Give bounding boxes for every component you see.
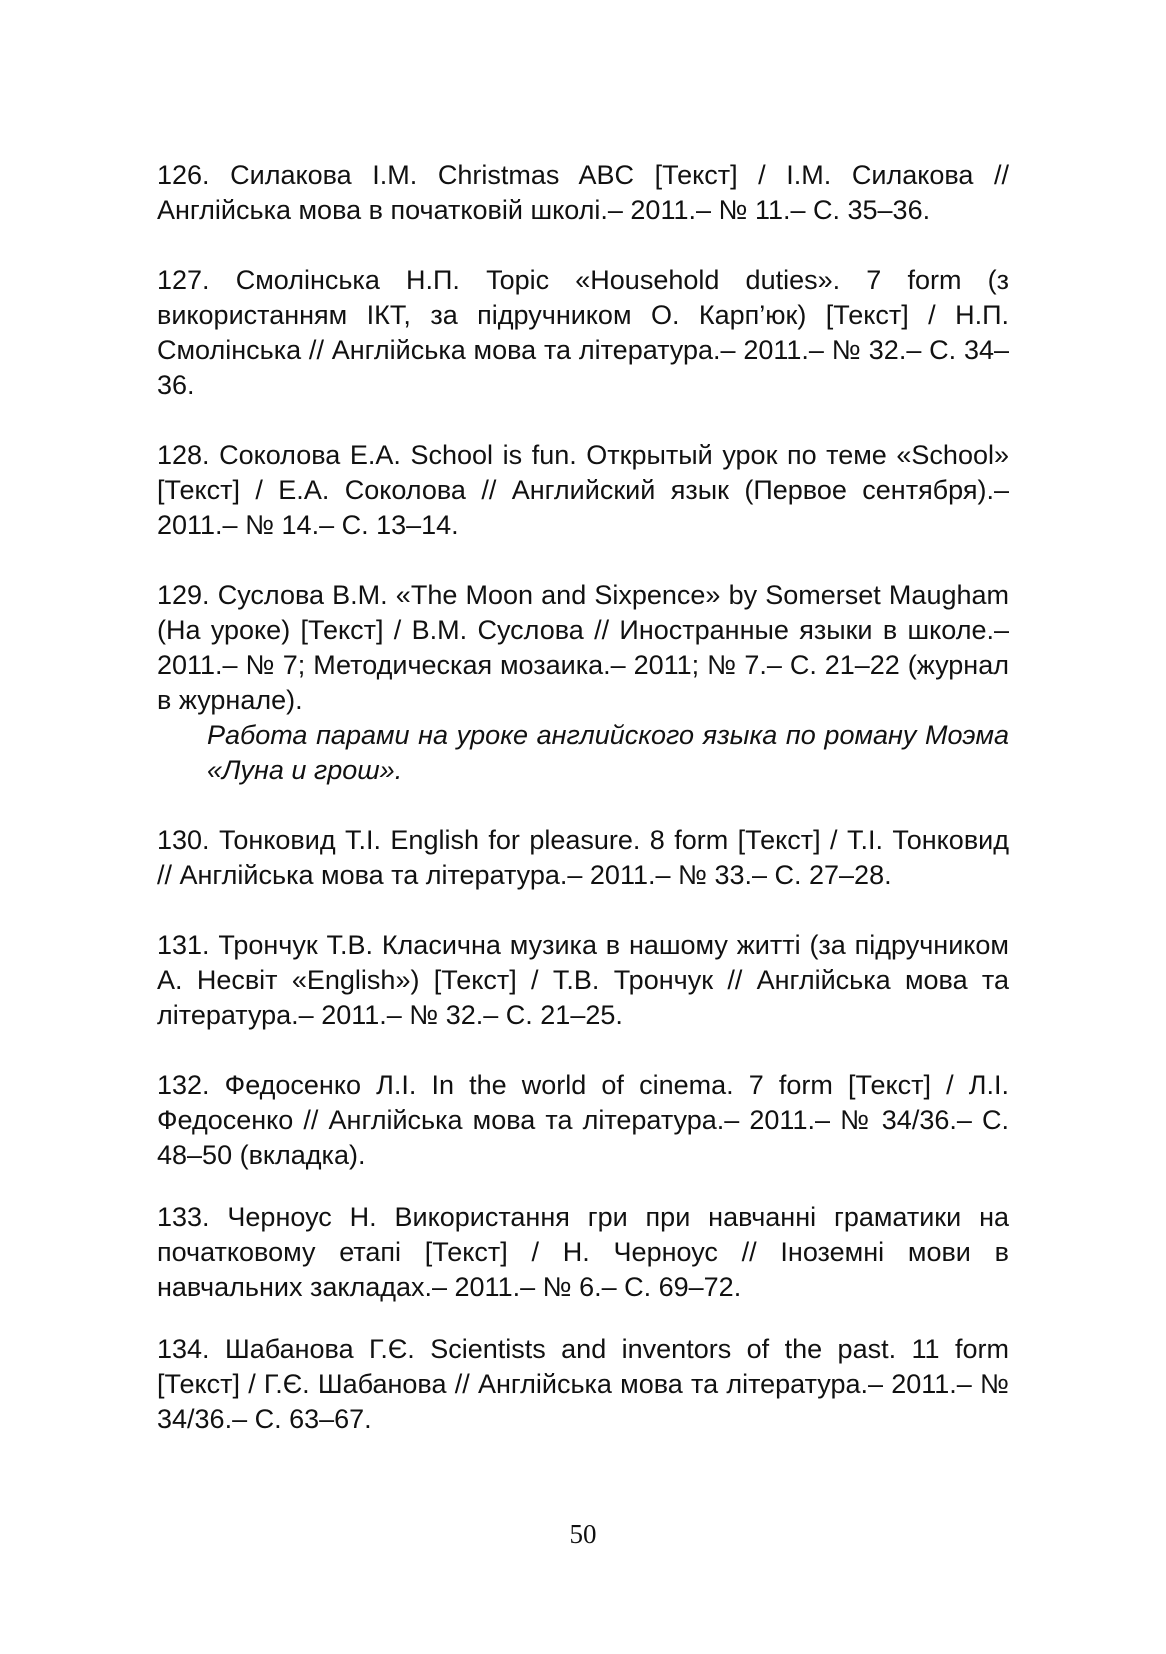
bibliography-entry-131: 131. Трончук Т.В. Класична музика в нашому житті (за підручником А. Несвіт «English») [Текст] / Т.В. Трончук // Англійська мова та література.– 2011.– № 32.– С. 21–25. [157, 930, 1009, 1030]
bibliography-entry-127: 127. Смолінська Н.П. Topic «Household duties». 7 form (з використанням ІКТ, за підручником О. Карп’юк) [Текст] / Н.П. Смолінська // Англійська мова та література.– 2011.– № 32.– С. 34–36. [157, 265, 1009, 400]
bibliography-annotation-129: Работа парами на уроке английского языка по роману Моэма «Луна и грош». [207, 720, 1009, 785]
bibliography-entry-130: 130. Тонковид Т.І. English for pleasure. 8 form [Текст] / Т.І. Тонковид // Англійська мова та література.– 2011.– № 33.– С. 27–28. [157, 825, 1009, 890]
bibliography-list [157, 158, 1009, 1437]
bibliography-entry-133: 133. Черноус Н. Використання гри при навчанні граматики на початковому етапі [Текст] / Н. Черноус // Іноземні мови в навчальних закладах.– 2011.– № 6.– С. 69–72. [157, 1202, 1009, 1302]
bibliography-entry-128: 128. Соколова Е.А. School is fun. Открытый урок по теме «School» [Текст] / Е.А. Соколова // Английский язык (Первое сентября).– 2011.– № 14.– С. 13–14. [157, 440, 1009, 540]
bibliography-entry-129: 129. Суслова В.М. «The Moon and Sixpence» by Somerset Maugham (На уроке) [Текст] / В.М. Суслова // Иностранные языки в школе.– 2011.– № 7; Методическая мозаика.– 2011; № 7.– С. 21–22 (журнал в журнале). [157, 580, 1009, 715]
bibliography-entry-134: 134. Шабанова Г.Є. Scientists and inventors of the past. 11 form [Текст] / Г.Є. Шабанова // Англійська мова та література.– 2011.– № 34/36.– С. 63–67. [157, 1334, 1009, 1434]
page-number: 50 [569, 1519, 597, 1549]
bibliography-entry-132: 132. Федосенко Л.І. In the world of cinema. 7 form [Текст] / Л.І. Федосенко // Англійська мова та література.– 2011.– № 34/36.– С. 48–50 (вкладка). [157, 1070, 1009, 1170]
bibliography-entry-126: 126. Силакова І.М. Christmas ABC [Текст] / І.М. Силакова // Англійська мова в початковій школі.– 2011.– № 11.– С. 35–36. [157, 160, 1009, 225]
